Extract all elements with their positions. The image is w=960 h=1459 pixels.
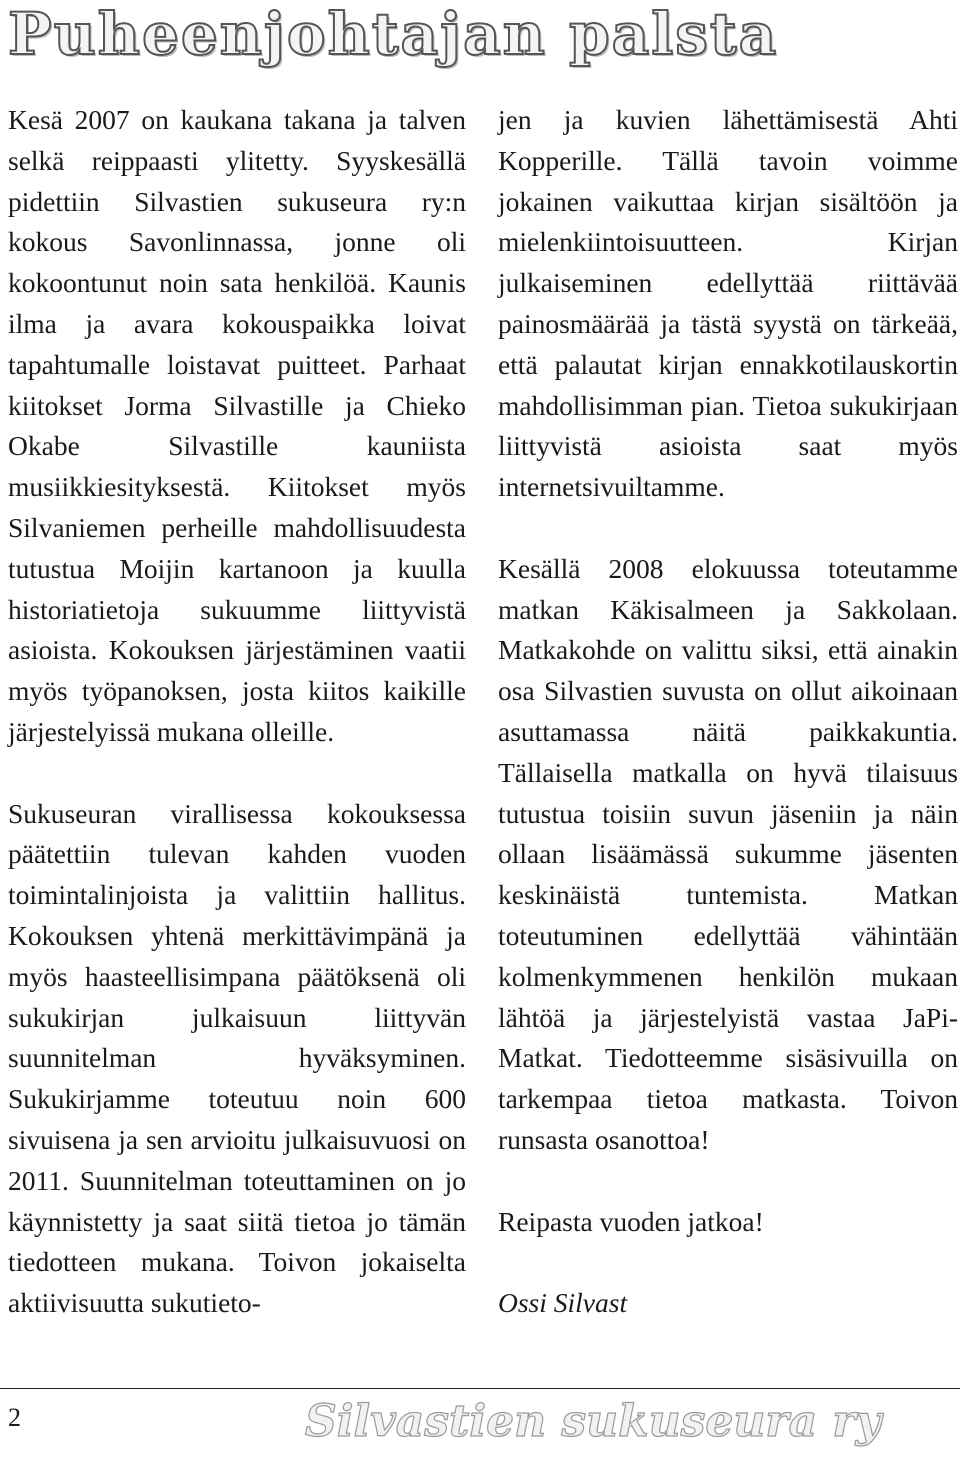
footer-logo: Silvastien sukuseura ry bbox=[305, 1396, 882, 1447]
paragraph-gap bbox=[8, 753, 466, 794]
paragraph-gap bbox=[498, 1242, 958, 1283]
paragraph-gap bbox=[498, 508, 958, 549]
paragraph-closing: Reipasta vuoden jatkoa! bbox=[498, 1205, 764, 1237]
paragraph-autumn-meeting: Kesä 2007 on kaukana takana ja talven selkä reippaasti ylitetty. Syyskesällä pidettiin Silvastien sukuseura ry:n kokous Savonlinnassa, jonne oli kokoontunut noin sata henkilöä. Kaunis ilma ja avara kokouspaikka loivat tapahtumalle loistavat puitteet. Parhaat kiitokset Jorma Silvastille ja Chieko Okabe Silvastille kauniista musiikkiesityksestä. Kiitokset myös Silvaniemen perheille mahdollisuudesta tutustua Moijin kartanoon ja kuulla historiatietoja sukuumme liittyvistä asioista. Kokouksen järjestäminen vaatii myös työpanoksen, josta kiitos kaikille järjestelyissä mukana olleille. bbox=[8, 104, 466, 747]
signature: Ossi Silvast bbox=[498, 1287, 628, 1319]
paragraph-official-meeting: Sukuseuran virallisessa kokouksessa päätettiin tulevan kahden vuoden toimintalinjoista ja valittiin hallitus. Kokouksen yhtenä merkittävimpänä ja myös haasteellisimpana päätöksenä oli sukukirjan julkaisuun liittyvän suunnitelman hyväksyminen. Sukukirjamme toteutuu noin 600 sivuisena ja sen arvioitu julkaisuvuosi on 2011. Suunnitelman toteuttaminen on jo käynnistetty ja saat siitä tietoa jo tämän tiedotteen mukana. Toivon jokaiselta aktiivisuutta sukutieto- bbox=[8, 797, 466, 1319]
page-number: 2 bbox=[8, 1403, 21, 1432]
page-heading: Puheenjohtajan palsta bbox=[8, 0, 779, 68]
footer-divider bbox=[0, 1388, 960, 1389]
paragraph-book-continuation: jen ja kuvien lähettämisestä Ahti Kopperille. Tällä tavoin voimme jokainen vaikuttaa kirjan sisältöön ja mielenkiintoisuutteen. Kirjan julkaiseminen edellyttää riittävää painosmäärää ja tästä syystä on tärkeää, että palautat kirjan ennakkotilauskortin mahdollisimman pian. Tietoa sukukirjaan liittyvistä asioista saat myös internetsivuiltamme. bbox=[498, 104, 958, 503]
right-column bbox=[498, 100, 958, 1324]
paragraph-trip-2008: Kesällä 2008 elokuussa toteutamme matkan Käkisalmeen ja Sakkolaan. Matkakohde on valittu siksi, että ainakin osa Silvastien suvusta on ollut aikoinaan asuttamassa näitä paikkakuntia. Tällaisella matkalla on hyvä tilaisuus tutustua toisiin suvun jäseniin ja näin ollaan lisäämässä sukumme jäsenten keskinäistä tuntemista. Matkan toteutuminen edellyttää vähintään kolmenkymmenen henkilön mukaan lähtöä ja järjestelyistä vastaa JaPi-Matkat. Tiedotteemme sisäsivuilla on tarkempaa tietoa matkasta. Toivon runsasta osanottoa! bbox=[498, 552, 958, 1155]
left-column bbox=[8, 100, 466, 1324]
paragraph-gap bbox=[498, 1161, 958, 1202]
